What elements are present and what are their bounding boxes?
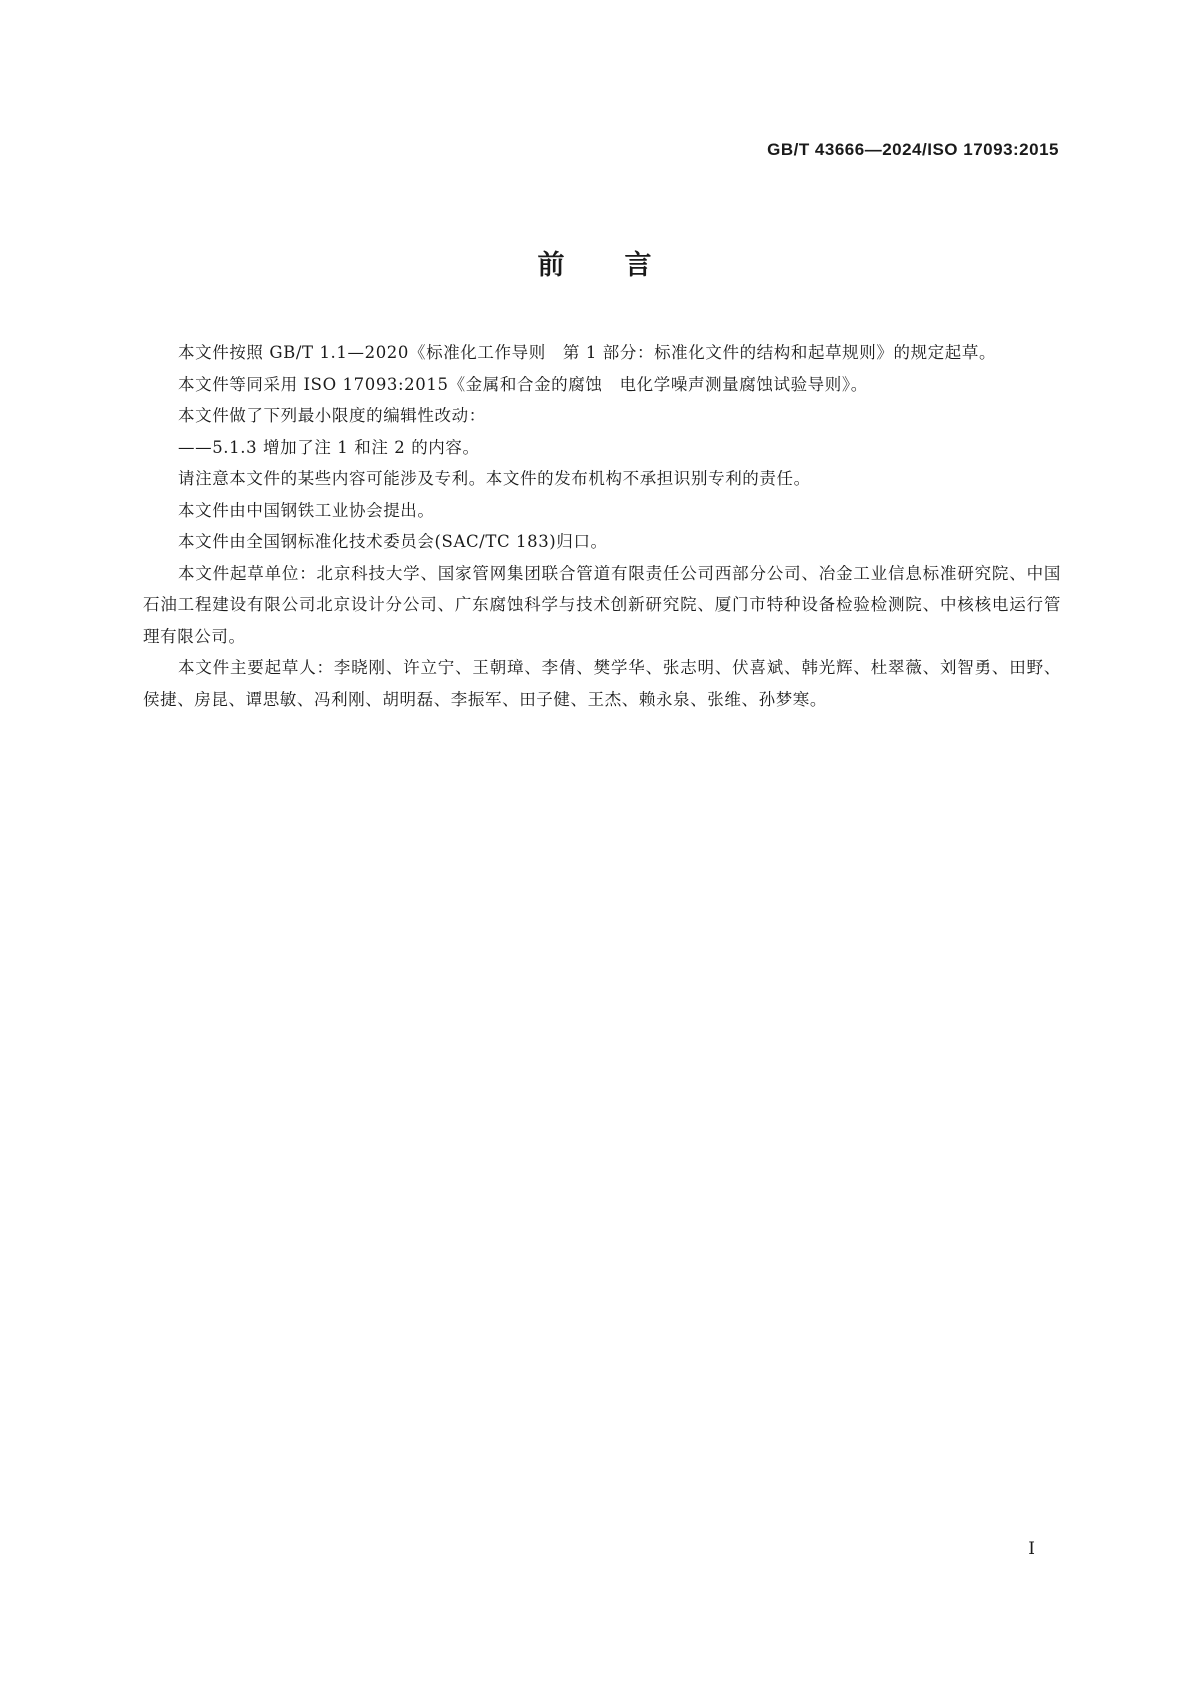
page-number: I [1028, 1539, 1035, 1559]
paragraph-drafting-units: 本文件起草单位：北京科技大学、国家管网集团联合管道有限责任公司西部分公司、冶金工业信息标准研究院、中国石油工程建设有限公司北京设计分公司、广东腐蚀科学与技术创新研究院、厦门市特种设备检验检测院、中核核电运行管理有限公司。 [143, 563, 1061, 646]
standard-code: GB/T 43666—2024/ISO 17093:2015 [767, 140, 1059, 159]
paragraph-change-item: ——5.1.3 增加了注 1 和注 2 的内容。 [178, 437, 480, 457]
paragraph-drafting-basis: 本文件按照 GB/T 1.1—2020《标准化工作导则 第 1 部分：标准化文件的结构和起草规则》的规定起草。 [178, 343, 997, 362]
title-char-2: 言 [624, 250, 654, 281]
foreword-body [143, 337, 1061, 715]
title-char-1: 前 [537, 250, 567, 281]
paragraph-patent-notice: 请注意本文件的某些内容可能涉及专利。本文件的发布机构不承担识别专利的责任。 [178, 469, 811, 488]
paragraph-proposer: 本文件由中国钢铁工业协会提出。 [178, 500, 435, 520]
page-title [0, 243, 1191, 282]
paragraph-committee: 本文件由全国钢标准化技术委员会(SAC/TC 183)归口。 [178, 532, 608, 551]
paragraph-editorial-changes: 本文件做了下列最小限度的编辑性改动： [178, 406, 486, 425]
paragraph-adoption: 本文件等同采用 ISO 17093:2015《金属和合金的腐蚀 电化学噪声测量腐蚀试验导则》。 [178, 374, 868, 394]
paragraph-drafters: 本文件主要起草人：李晓刚、许立宁、王朝璋、李倩、樊学华、张志明、伏喜斌、韩光辉、杜翠薇、刘智勇、田野、侯捷、房昆、谭思敏、冯利刚、胡明磊、李振军、田子健、王杰、赖永泉、张维、孙梦寒。 [143, 658, 1061, 709]
